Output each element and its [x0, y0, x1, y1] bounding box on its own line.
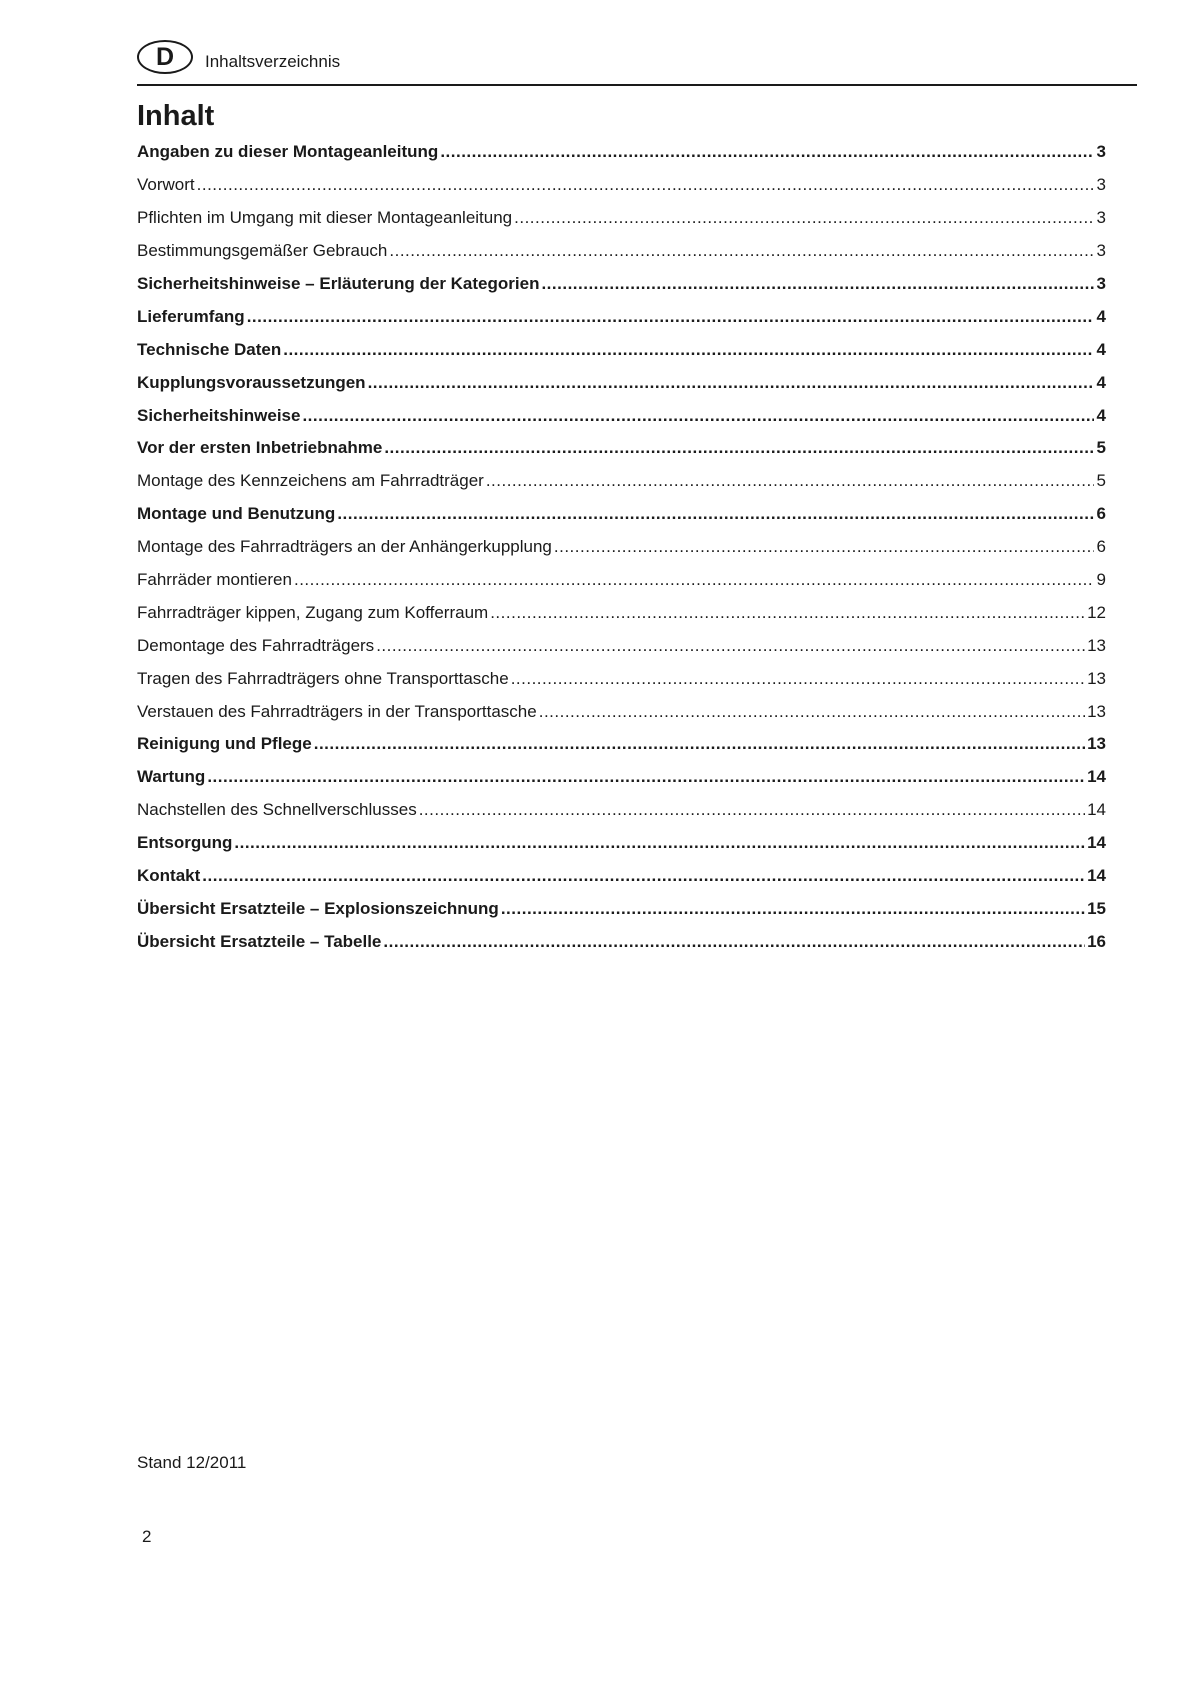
- toc-entry[interactable]: [137, 596, 1106, 629]
- toc-entry-title: Bestimmungsgemäßer Gebrauch: [137, 241, 388, 261]
- page-header: [137, 40, 1137, 86]
- header-title: Inhaltsverzeichnis: [205, 52, 341, 71]
- toc-entry-page: 14: [1087, 767, 1106, 787]
- toc-dot-leader: [337, 504, 1094, 524]
- toc-entry[interactable]: [137, 136, 1106, 169]
- language-badge: D: [137, 40, 193, 74]
- toc-dot-leader: [419, 800, 1085, 820]
- toc-entry-title: Kupplungsvoraussetzungen: [137, 372, 366, 392]
- toc-entry-title: Montage und Benutzung: [137, 504, 336, 524]
- toc-dot-leader: [283, 340, 1094, 360]
- toc-entry-title: Fahrradträger kippen, Zugang zum Kofferraum: [137, 602, 489, 622]
- toc-entry-page: 9: [1096, 570, 1106, 590]
- table-of-contents: [137, 136, 1106, 958]
- toc-entry[interactable]: [137, 465, 1106, 498]
- toc-entry-title: Vor der ersten Inbetriebnahme: [137, 438, 383, 458]
- toc-dot-leader: [234, 833, 1085, 853]
- toc-entry[interactable]: [137, 695, 1106, 728]
- toc-entry-page: 4: [1096, 306, 1106, 326]
- toc-dot-leader: [539, 702, 1085, 722]
- toc-entry-page: 4: [1096, 372, 1106, 392]
- toc-entry-page: 15: [1087, 898, 1106, 918]
- revision-date: Stand 12/2011: [137, 1453, 247, 1472]
- toc-entry-title: Reinigung und Pflege: [137, 734, 312, 754]
- toc-entry-page: 3: [1096, 241, 1106, 261]
- toc-dot-leader: [383, 932, 1085, 952]
- toc-entry-title: Tragen des Fahrradträgers ohne Transporttasche: [137, 668, 509, 688]
- toc-entry-page: 3: [1096, 175, 1106, 195]
- toc-entry[interactable]: [137, 333, 1106, 366]
- toc-entry-page: 13: [1087, 668, 1106, 688]
- toc-dot-leader: [514, 208, 1094, 228]
- toc-entry-title: Nachstellen des Schnellverschlusses: [137, 800, 417, 820]
- toc-entry[interactable]: [137, 728, 1106, 761]
- toc-dot-leader: [314, 734, 1085, 754]
- toc-entry[interactable]: [137, 531, 1106, 564]
- toc-entry[interactable]: [137, 366, 1106, 399]
- toc-entry[interactable]: [137, 925, 1106, 958]
- toc-dot-leader: [197, 175, 1094, 195]
- toc-dot-leader: [486, 471, 1094, 491]
- toc-entry-page: 13: [1087, 734, 1106, 754]
- toc-dot-leader: [554, 537, 1094, 557]
- toc-entry[interactable]: [137, 300, 1106, 333]
- toc-title: Inhalt: [137, 100, 215, 132]
- toc-dot-leader: [541, 274, 1094, 294]
- toc-entry[interactable]: [137, 498, 1106, 531]
- toc-entry-page: 13: [1087, 701, 1106, 721]
- toc-entry-title: Sicherheitshinweise – Erläuterung der Kategorien: [137, 274, 540, 293]
- toc-entry-title: Verstauen des Fahrradträgers in der Transporttasche: [137, 701, 537, 721]
- toc-entry-title: Übersicht Ersatzteile – Explosionszeichnung: [137, 898, 499, 918]
- toc-entry-page: 6: [1096, 504, 1106, 524]
- toc-entry-page: 5: [1096, 471, 1106, 491]
- toc-entry-page: 5: [1096, 438, 1106, 458]
- toc-entry-title: Kontakt: [137, 866, 201, 886]
- toc-entry-title: Pflichten im Umgang mit dieser Montageanleitung: [137, 208, 513, 228]
- toc-entry-page: 6: [1096, 537, 1106, 557]
- toc-entry[interactable]: [137, 268, 1106, 301]
- toc-dot-leader: [384, 438, 1094, 458]
- toc-entry[interactable]: [137, 794, 1106, 827]
- toc-dot-leader: [247, 307, 1094, 327]
- toc-entry[interactable]: [137, 860, 1106, 893]
- toc-dot-leader: [207, 767, 1085, 787]
- toc-entry-page: 13: [1087, 635, 1106, 655]
- toc-entry-page: 14: [1087, 833, 1106, 853]
- toc-entry-title: Angaben zu dieser Montageanleitung: [137, 142, 439, 162]
- toc-entry-page: 12: [1087, 602, 1106, 622]
- toc-entry-title: Technische Daten: [137, 339, 282, 359]
- toc-entry-page: 4: [1096, 405, 1106, 425]
- toc-dot-leader: [501, 899, 1085, 919]
- toc-dot-leader: [202, 866, 1085, 886]
- toc-entry[interactable]: [137, 827, 1106, 860]
- toc-dot-leader: [294, 570, 1094, 590]
- toc-entry-page: 14: [1087, 866, 1106, 886]
- toc-entry-title: Montage des Kennzeichens am Fahrradträger: [137, 471, 484, 491]
- toc-entry-page: 14: [1087, 800, 1106, 820]
- toc-entry[interactable]: [137, 399, 1106, 432]
- toc-dot-leader: [511, 669, 1085, 689]
- toc-entry-page: 16: [1087, 931, 1106, 951]
- toc-entry[interactable]: [137, 432, 1106, 465]
- toc-entry-page: 3: [1096, 142, 1106, 162]
- toc-dot-leader: [368, 373, 1094, 393]
- toc-entry-title: Entsorgung: [137, 833, 233, 853]
- toc-entry[interactable]: [137, 629, 1106, 662]
- toc-entry-title: Lieferumfang: [137, 306, 245, 326]
- toc-entry-title: Vorwort: [137, 175, 195, 195]
- toc-dot-leader: [490, 603, 1085, 623]
- toc-dot-leader: [302, 406, 1094, 426]
- toc-dot-leader: [389, 241, 1094, 261]
- page-number: 2: [142, 1527, 152, 1546]
- toc-dot-leader: [440, 142, 1094, 162]
- toc-dot-leader: [376, 636, 1085, 656]
- toc-entry[interactable]: [137, 892, 1106, 925]
- toc-entry-title: Sicherheitshinweise: [137, 405, 301, 425]
- toc-entry-title: Montage des Fahrradträgers an der Anhängerkupplung: [137, 537, 552, 557]
- toc-entry-page: 3: [1096, 274, 1106, 293]
- toc-entry[interactable]: [137, 761, 1106, 794]
- toc-entry-title: Demontage des Fahrradträgers: [137, 635, 375, 655]
- toc-entry-page: 3: [1096, 208, 1106, 228]
- toc-entry[interactable]: [137, 169, 1106, 202]
- toc-entry[interactable]: [137, 564, 1106, 597]
- toc-entry[interactable]: [137, 202, 1106, 235]
- toc-entry[interactable]: [137, 235, 1106, 268]
- toc-entry-title: Übersicht Ersatzteile – Tabelle: [137, 931, 382, 951]
- toc-entry-title: Fahrräder montieren: [137, 570, 292, 590]
- toc-entry-page: 4: [1096, 339, 1106, 359]
- toc-entry-title: Wartung: [137, 767, 206, 787]
- toc-entry[interactable]: [137, 662, 1106, 695]
